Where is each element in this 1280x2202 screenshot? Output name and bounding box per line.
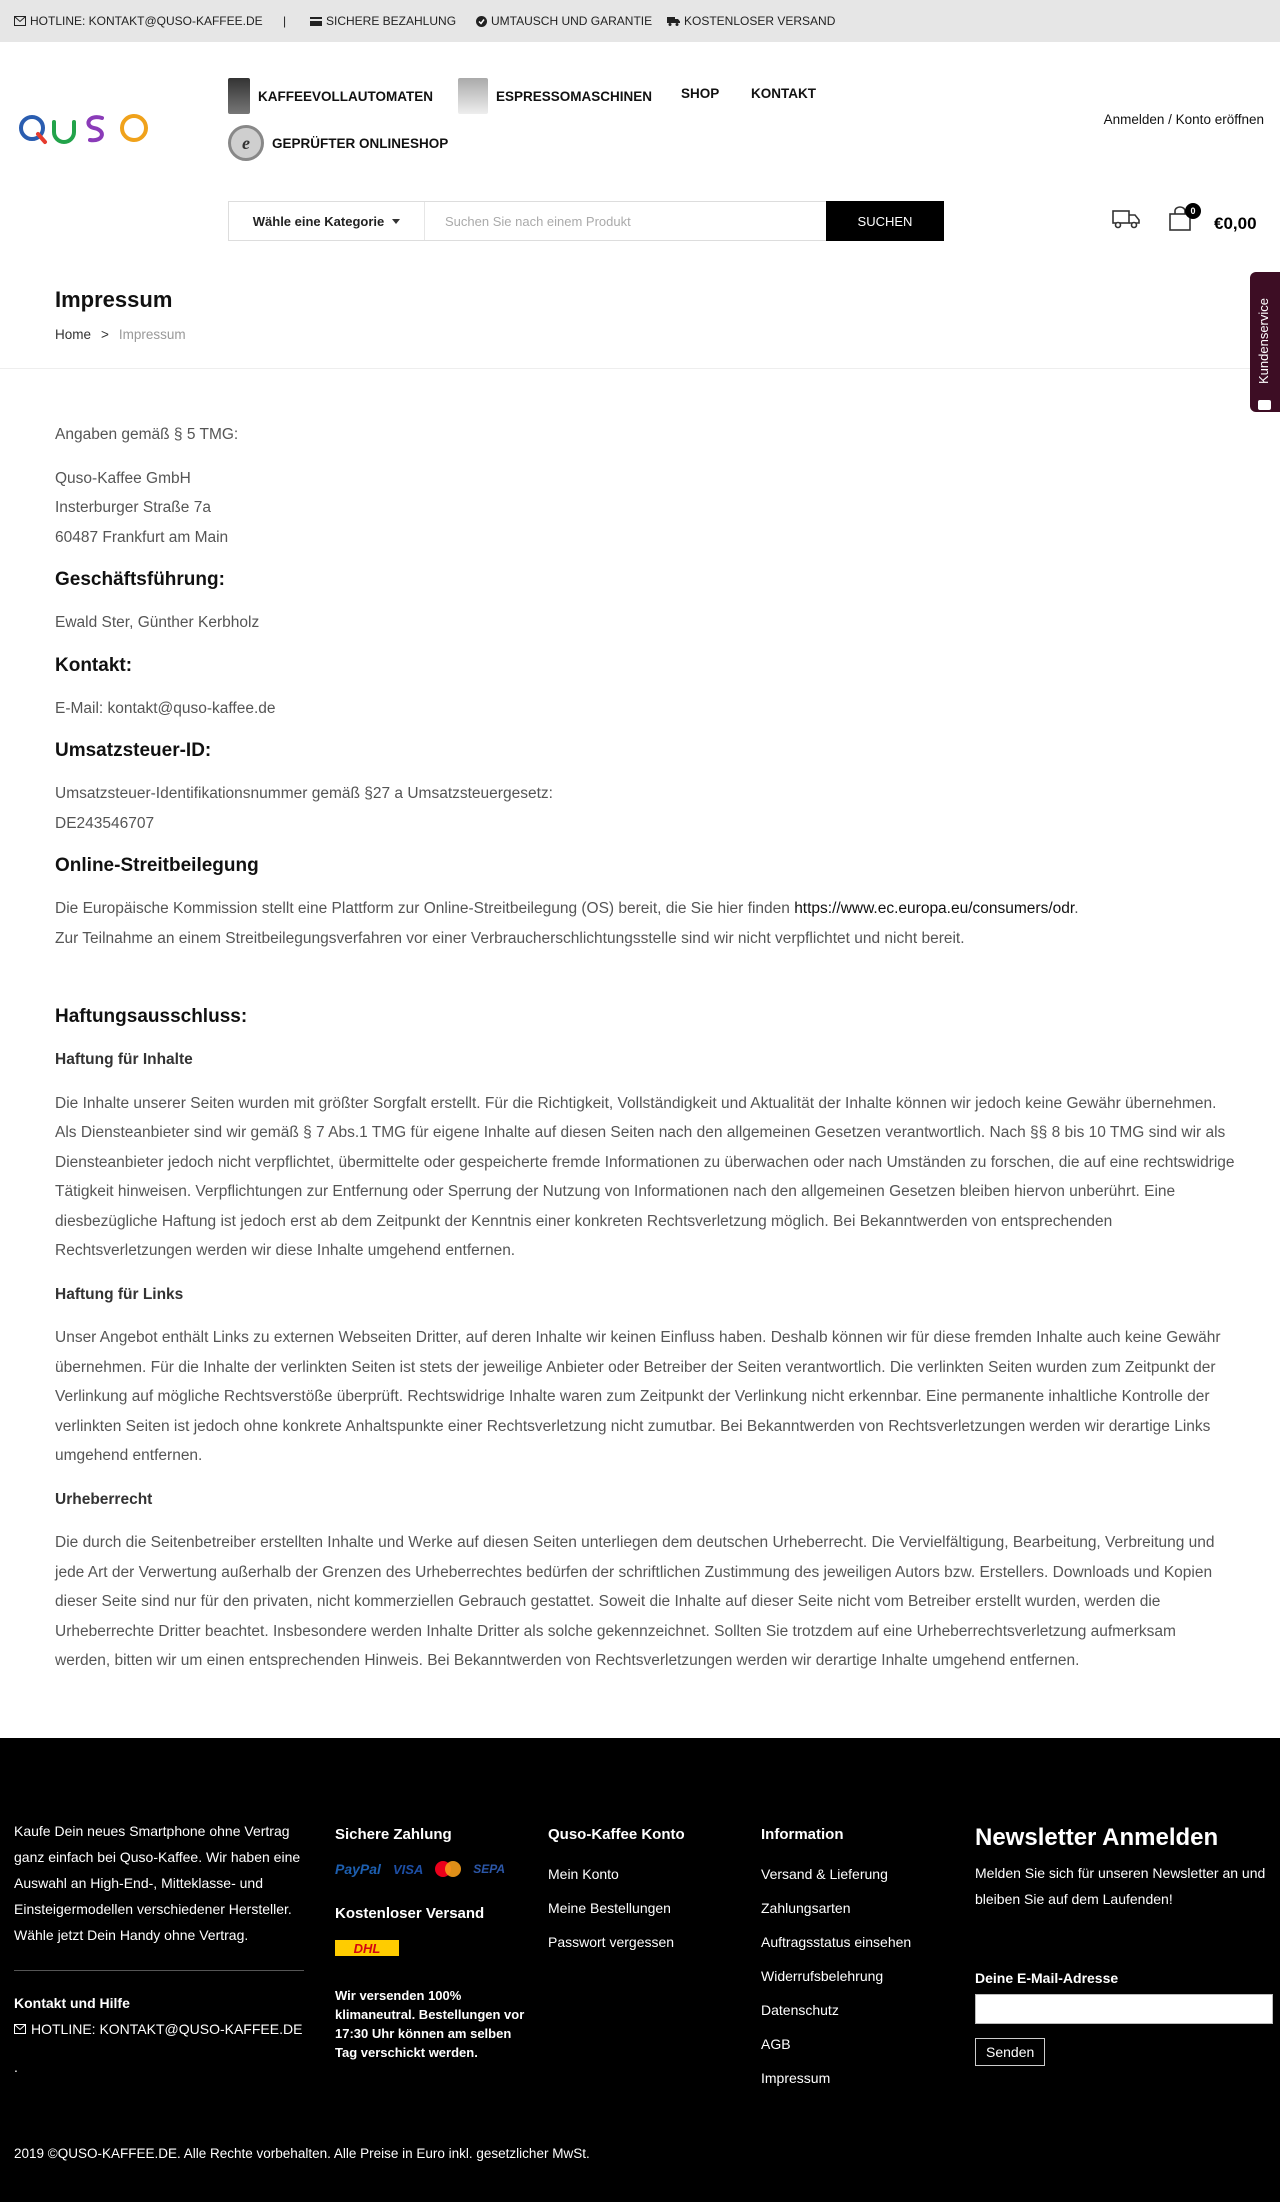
guarantee-info	[476, 14, 652, 28]
search-input[interactable]	[425, 202, 826, 240]
breadcrumb-home[interactable]: Home	[55, 327, 92, 342]
footer-copyright: 2019 ©QUSO-KAFFEE.DE. Alle Rechte vorbehalten. Alle Preise in Euro inkl. gesetzlicher MwSt.	[14, 2146, 590, 2161]
divider	[0, 368, 1250, 369]
heading-vat: Umsatzsteuer-ID:	[55, 740, 212, 761]
newsletter-submit-button[interactable]: Senden	[975, 2038, 1045, 2066]
guarantee-text: UMTAUSCH UND GARANTIE	[491, 14, 653, 28]
cart-count-badge: 0	[1185, 203, 1201, 219]
dispute-text-2: Zur Teilnahme an einem Streitbeilegungsverfahren vor einer Verbraucherschlichtungsstelle sind wir nicht verpflichtet und nicht bereit.	[55, 929, 965, 947]
espresso-machine-thumbnail	[458, 78, 488, 114]
nav-item-kaffeevollautomaten[interactable]	[228, 78, 433, 114]
footer-account	[548, 1826, 738, 1959]
envelope-icon	[14, 2024, 26, 2034]
content-liability-text: Die Inhalte unserer Seiten wurden mit größter Sorgfalt erstellt. Für die Richtigkeit, Vollständigkeit und Aktualität der Inhalte können wir jedoch keine Gewähr übernehmen. Als Diensteanbieter sind wir gemäß § 7 Abs.1 TMG für eigene Inhalte auf diesen Seiten nach den allgemeinen Gesetzen verantwortlich. Nach §§ 8 bis 10 TMG sind wir als Diensteanbieter jedoch nicht verpflichtet, übermittelte oder gespeicherte fremde Informationen zu überwachen oder nach Umständen zu forschen, die auf eine rechtswidrige Tätigkeit hinweisen. Verpflichtungen zur Entfernung oder Sperrung der Nutzung von Informationen nach den allgemeinen Gesetzen bleiben hiervon unberührt. Eine diesbezügliche Haftung ist jedoch erst ab dem Zeitpunkt der Kenntnis einer konkreten Rechtsverletzung möglich. Bei Bekanntwerden von entsprechenden Rechtsverletzungen werden wir diese Inhalte umgehend entfernen.	[55, 1094, 1235, 1259]
footer-hotline-text: HOTLINE: KONTAKT@QUSO-KAFFEE.DE	[31, 2021, 303, 2037]
credit-card-icon	[310, 17, 322, 26]
vat-id: DE243546707	[55, 814, 155, 832]
footer-information	[761, 1826, 961, 2095]
nav-label: ESPRESSOMASCHINEN	[496, 88, 653, 104]
dhl-logo: DHL	[335, 1940, 399, 1956]
footer	[0, 1738, 1280, 2202]
customer-service-tab[interactable]	[1250, 272, 1280, 412]
shipping-heading: Kostenloser Versand	[335, 1905, 485, 1922]
coffee-machine-thumbnail	[228, 78, 250, 114]
heading-dispute: Online-Streitbeilegung	[55, 855, 259, 876]
company-street: Insterburger Straße 7a	[55, 499, 211, 516]
mastercard-logo	[435, 1861, 461, 1877]
breadcrumb-separator: >	[101, 327, 109, 342]
heading-management: Geschäftsführung:	[55, 569, 225, 590]
email-label: E-Mail:	[55, 699, 108, 717]
footer-about	[14, 1818, 304, 1948]
trusted-shops-badge-icon: e	[228, 125, 264, 161]
contact-email-line	[55, 694, 1235, 724]
payment-logos	[335, 1861, 525, 1877]
footer-hotline-link[interactable]	[14, 2016, 314, 2042]
newsletter-email-label: Deine E-Mail-Adresse	[975, 1970, 1119, 1986]
envelope-icon	[14, 16, 26, 26]
newsletter-title: Newsletter Anmelden	[975, 1824, 1219, 1851]
customer-service-label: Kundenservice	[1256, 298, 1271, 384]
footer-contact	[14, 1990, 314, 2080]
cart-total[interactable]: €0,00	[1214, 214, 1257, 233]
truck-icon	[667, 16, 680, 26]
company-city: 60487 Frankfurt am Main	[55, 528, 229, 546]
intro-text: Angaben gemäß § 5 TMG:	[55, 426, 239, 443]
heading-content-liability: Haftung für Inhalte	[55, 1051, 193, 1068]
imprint-content	[55, 420, 1235, 1676]
category-label: Wähle eine Kategorie	[252, 213, 385, 229]
breadcrumb-current: Impressum	[118, 327, 186, 342]
category-select[interactable]	[229, 202, 425, 240]
heading-contact: Kontakt:	[55, 654, 133, 676]
dispute-text-end: .	[1074, 900, 1079, 917]
heading-link-liability: Haftung für Links	[55, 1285, 184, 1303]
management-names: Ewald Ster, Günther Kerbholz	[55, 614, 260, 631]
vat-text: Umsatzsteuer-Identifikationsnummer gemäß §27 a Umsatzsteuergesetz:	[55, 785, 553, 802]
search-button[interactable]: SUCHEN	[826, 201, 944, 241]
footer-link-my-account[interactable]: Mein Konto	[548, 1866, 619, 1882]
footer-divider	[14, 1970, 304, 1971]
payment-heading: Sichere Zahlung	[335, 1826, 452, 1843]
top-bar	[0, 0, 1280, 42]
dispute-text	[55, 894, 1235, 924]
delivery-truck-icon[interactable]	[1112, 208, 1140, 235]
nav-item-trusted-shop[interactable]	[228, 125, 448, 161]
company-name: Quso-Kaffee GmbH	[55, 469, 191, 487]
breadcrumb	[55, 327, 186, 342]
odr-link[interactable]: https://www.ec.europa.eu/consumers/odr	[794, 900, 1075, 917]
footer-link-privacy[interactable]: Datenschutz	[761, 2002, 839, 2018]
footer-link-forgot-password[interactable]: Passwort vergessen	[548, 1934, 675, 1950]
nav-item-kontakt[interactable]	[751, 86, 816, 101]
nav-item-shop[interactable]	[681, 86, 719, 101]
hotline-text: HOTLINE: KONTAKT@QUSO-KAFFEE.DE	[30, 14, 263, 28]
logo[interactable]	[16, 100, 161, 160]
topbar-separator: |	[283, 14, 287, 28]
nav-label: SHOP	[681, 86, 720, 101]
copyright-text: Die durch die Seitenbetreiber erstellten Inhalte und Werke auf diesen Seiten unterliegen dem deutschen Urheberrecht. Die Vervielfältigung, Bearbeitung, Verbreitung und jede Art der Verwertung außerhalb der Grenzen des Urheberrechtes bedürfen der schriftlichen Zustimmung des jeweiligen Autors bzw. Erstellers. Downloads und Kopien dieser Seite sind nur für den privaten, nicht kommerziellen Gebrauch gestattet. Soweit die Inhalte auf dieser Seite nicht vom Betreiber erstellt wurden, werden die Urheberrechte Dritter beachtet. Insbesondere werden Inhalte Dritter als solche gekennzeichnet. Sollten Sie trotzdem auf eine Urheberrechtsverletzung aufmerksam werden, bitten wir um einen entsprechenden Hinweis. Bei Bekanntwerden von Rechtsverletzungen werden wir derartige Inhalte umgehend entfernen.	[55, 1534, 1215, 1669]
check-circle-icon	[476, 16, 487, 27]
account-heading: Quso-Kaffee Konto	[548, 1826, 685, 1843]
info-heading: Information	[761, 1826, 844, 1843]
footer-contact-heading: Kontakt und Hilfe	[14, 1995, 130, 2011]
account-link[interactable]: Anmelden / Konto eröffnen	[1103, 112, 1264, 127]
logo-graphic	[16, 100, 161, 160]
footer-link-order-status[interactable]: Auftragsstatus einsehen	[761, 1934, 912, 1950]
nav-label: GEPRÜFTER ONLINESHOP	[272, 135, 449, 151]
footer-payment-shipping	[335, 1826, 525, 2062]
footer-link-orders[interactable]: Meine Bestellungen	[548, 1900, 671, 1916]
page-title: Impressum	[55, 287, 173, 312]
caret-down-icon	[392, 219, 400, 224]
nav-label: KONTAKT	[751, 86, 816, 101]
nav-item-espressomaschinen[interactable]	[458, 78, 652, 114]
footer-link-shipping[interactable]: Versand & Lieferung	[761, 1866, 888, 1882]
dispute-text-start: Die Europäische Kommission stellt eine Plattform zur Online-Streitbeilegung (OS) bereit, die Sie hier finden	[55, 900, 795, 917]
visa-logo: VISA	[392, 1861, 424, 1877]
footer-link-imprint[interactable]: Impressum	[761, 2070, 831, 2086]
payment-text: SICHERE BEZAHLUNG	[326, 14, 457, 28]
heading-disclaimer: Haftungsausschluss:	[55, 1006, 248, 1027]
footer-link-withdrawal[interactable]: Widerrufsbelehrung	[761, 1968, 884, 1984]
newsletter-text: Melden Sie sich für unseren Newsletter an und bleiben Sie auf dem Laufenden!	[975, 1865, 1266, 1907]
payment-info	[310, 14, 456, 28]
heading-copyright: Urheberrecht	[55, 1490, 153, 1508]
footer-dot: .	[14, 2059, 18, 2075]
footer-link-payment-methods[interactable]: Zahlungsarten	[761, 1900, 851, 1916]
shipping-text: KOSTENLOSER VERSAND	[684, 14, 836, 28]
footer-about-text: Kaufe Dein neues Smartphone ohne Vertrag ganz einfach bei Quso-Kaffee. Wir haben eine Auswahl an High-End-, Mitteklasse- und Einsteigermodellen verschiedener Hersteller. Wähle jetzt Dein Handy ohne Vertrag.	[14, 1823, 301, 1943]
email-link[interactable]: kontakt@quso-kaffee.de	[107, 699, 276, 717]
hotline-link[interactable]	[14, 14, 263, 28]
footer-newsletter	[975, 1824, 1275, 2066]
sepa-logo: SEPA	[473, 1862, 506, 1876]
shipping-text: Wir versenden 100% klimaneutral. Bestellungen vor 17:30 Uhr können am selben Tag verschickt werden.	[335, 1988, 525, 2060]
nav-label: KAFFEEVOLLAUTOMATEN	[258, 88, 433, 104]
search-bar	[228, 201, 944, 241]
link-liability-text: Unser Angebot enthält Links zu externen Webseiten Dritter, auf deren Inhalte wir keinen Einfluss haben. Deshalb können wir für diese fremden Inhalte auch keine Gewähr übernehmen. Für die Inhalte der verlinkten Seiten ist stets der jeweilige Anbieter oder Betreiber der Seiten verantwortlich. Die verlinkten Seiten wurden zum Zeitpunkt der Verlinkung auf mögliche Rechtsverstöße überprüft. Rechtswidrige Inhalte waren zum Zeitpunkt der Verlinkung nicht erkennbar. Eine permanente inhaltliche Kontrolle der verlinkten Seiten ist jedoch ohne konkrete Anhaltspunkte einer Rechtsverletzung nicht zumutbar. Bei Bekanntwerden von Rechtsverletzungen werden wir derartige Links umgehend entfernen.	[55, 1329, 1221, 1464]
paypal-logo: PayPal	[335, 1861, 381, 1877]
newsletter-email-input[interactable]	[975, 1994, 1273, 2024]
footer-link-terms[interactable]: AGB	[761, 2036, 791, 2052]
chat-icon	[1258, 400, 1271, 410]
shipping-info	[667, 14, 835, 28]
